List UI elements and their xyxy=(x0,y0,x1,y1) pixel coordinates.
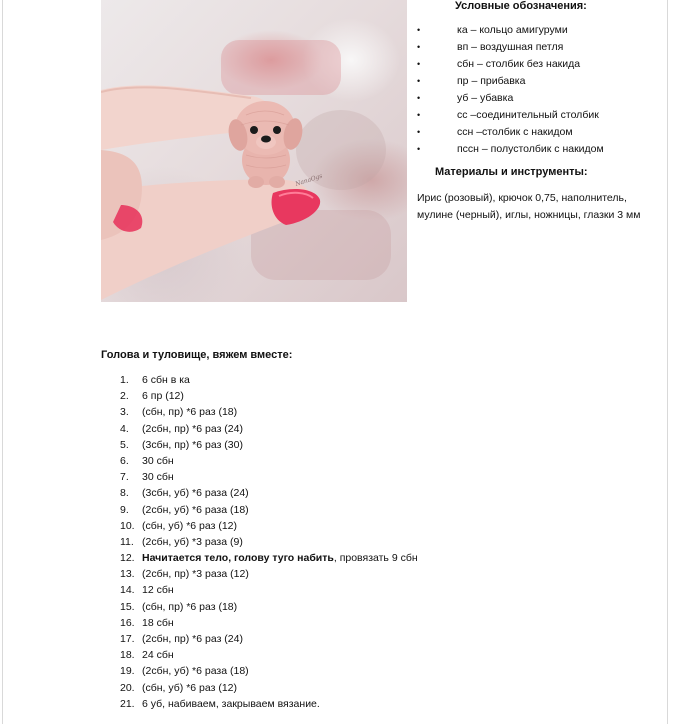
bullet: • xyxy=(417,93,421,103)
bullet: • xyxy=(417,127,421,137)
photo-watermark: NanaOgs xyxy=(294,172,324,188)
bullet: • xyxy=(417,59,421,69)
legend-title: Условные обозначения: xyxy=(455,0,587,12)
bullet: • xyxy=(417,25,421,35)
materials-text: Ирис (розовый), крючок 0,75, наполнитель, мулине (черный), иглы, ножницы, глазки 3 мм xyxy=(417,192,641,221)
bullet: • xyxy=(417,42,421,52)
materials-title: Материалы и инструменты: xyxy=(435,166,588,178)
photo-illustration xyxy=(101,0,407,302)
amigurumi-photo xyxy=(101,0,407,302)
section-title: Голова и туловище, вяжем вместе: xyxy=(101,349,293,361)
bullet: • xyxy=(417,110,421,120)
row-emphasis: Начитается тело, голову туго набить xyxy=(142,552,334,565)
bullet: • xyxy=(417,76,421,86)
page-edge-left xyxy=(2,0,3,724)
bullet: • xyxy=(417,144,421,154)
page-edge-right xyxy=(667,0,668,724)
